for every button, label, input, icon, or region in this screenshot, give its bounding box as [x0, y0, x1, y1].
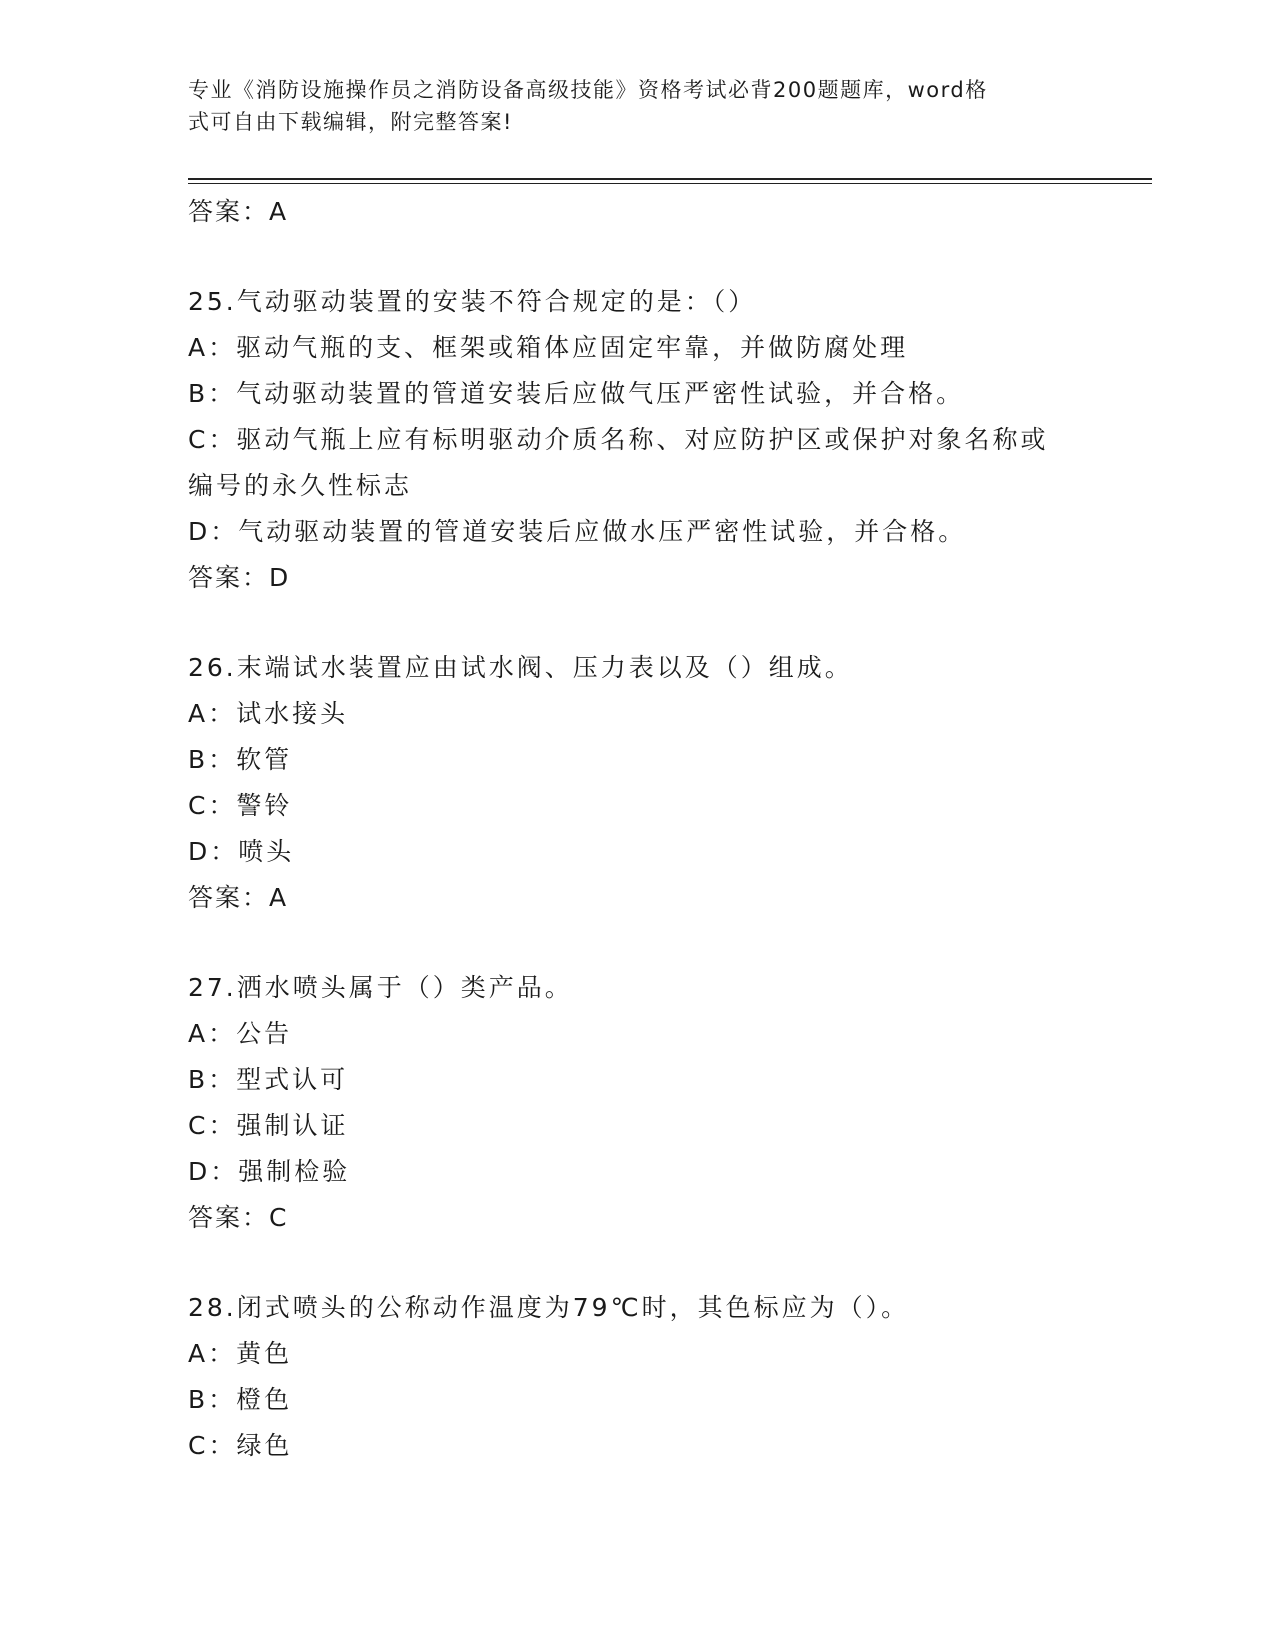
option-text: C：绿色: [188, 1431, 293, 1460]
option-text: C：强制认证: [188, 1111, 349, 1140]
question-block: [188, 279, 1088, 601]
answer-line: 答案：A: [188, 883, 289, 912]
question-stem: 28.闭式喷头的公称动作温度为79℃时，其色标应为（）。: [188, 1293, 910, 1322]
question-stem: 26.末端试水装置应由试水阀、压力表以及（）组成。: [188, 653, 853, 682]
option-text: B：型式认可: [188, 1065, 349, 1094]
option-text: B：软管: [188, 745, 293, 774]
option-text: A：黄色: [188, 1339, 293, 1368]
question-block: [188, 1285, 1088, 1469]
option-text: B：气动驱动装置的管道安装后应做气压严密性试验，并合格。: [188, 379, 965, 408]
previous-answer: 答案：A: [188, 197, 289, 226]
header-line-1: 专业《消防设施操作员之消防设备高级技能》资格考试必背200题题库，word格: [188, 78, 988, 102]
option-text: D：气动驱动装置的管道安装后应做水压严密性试验，并合格。: [188, 517, 967, 546]
header-divider-thick: [188, 178, 1152, 180]
question-stem: 27.洒水喷头属于（）类产品。: [188, 973, 573, 1002]
question-stem: 25.气动驱动装置的安装不符合规定的是：（）: [188, 287, 757, 316]
option-text: A：试水接头: [188, 699, 349, 728]
answer-line: 答案：C: [188, 1203, 289, 1232]
header-line-2: 式可自由下载编辑，附完整答案!: [188, 110, 513, 134]
question-block: [188, 965, 1088, 1241]
option-text: D：强制检验: [188, 1157, 351, 1186]
question-list: [188, 189, 1088, 1469]
option-text: A：驱动气瓶的支、框架或箱体应固定牢靠，并做防腐处理: [188, 333, 909, 362]
header-divider-thin: [188, 183, 1152, 184]
option-text: A：公告: [188, 1019, 293, 1048]
answer-line: 答案：D: [188, 563, 291, 592]
option-text: B：橙色: [188, 1385, 293, 1414]
document-header: [188, 74, 1088, 138]
option-text: C：驱动气瓶上应有标明驱动介质名称、对应防护区或保护对象名称或: [188, 425, 1049, 454]
option-text: C：警铃: [188, 791, 293, 820]
option-text-continued: 编号的永久性标志: [188, 471, 413, 500]
option-text: D：喷头: [188, 837, 295, 866]
question-block: [188, 645, 1088, 921]
